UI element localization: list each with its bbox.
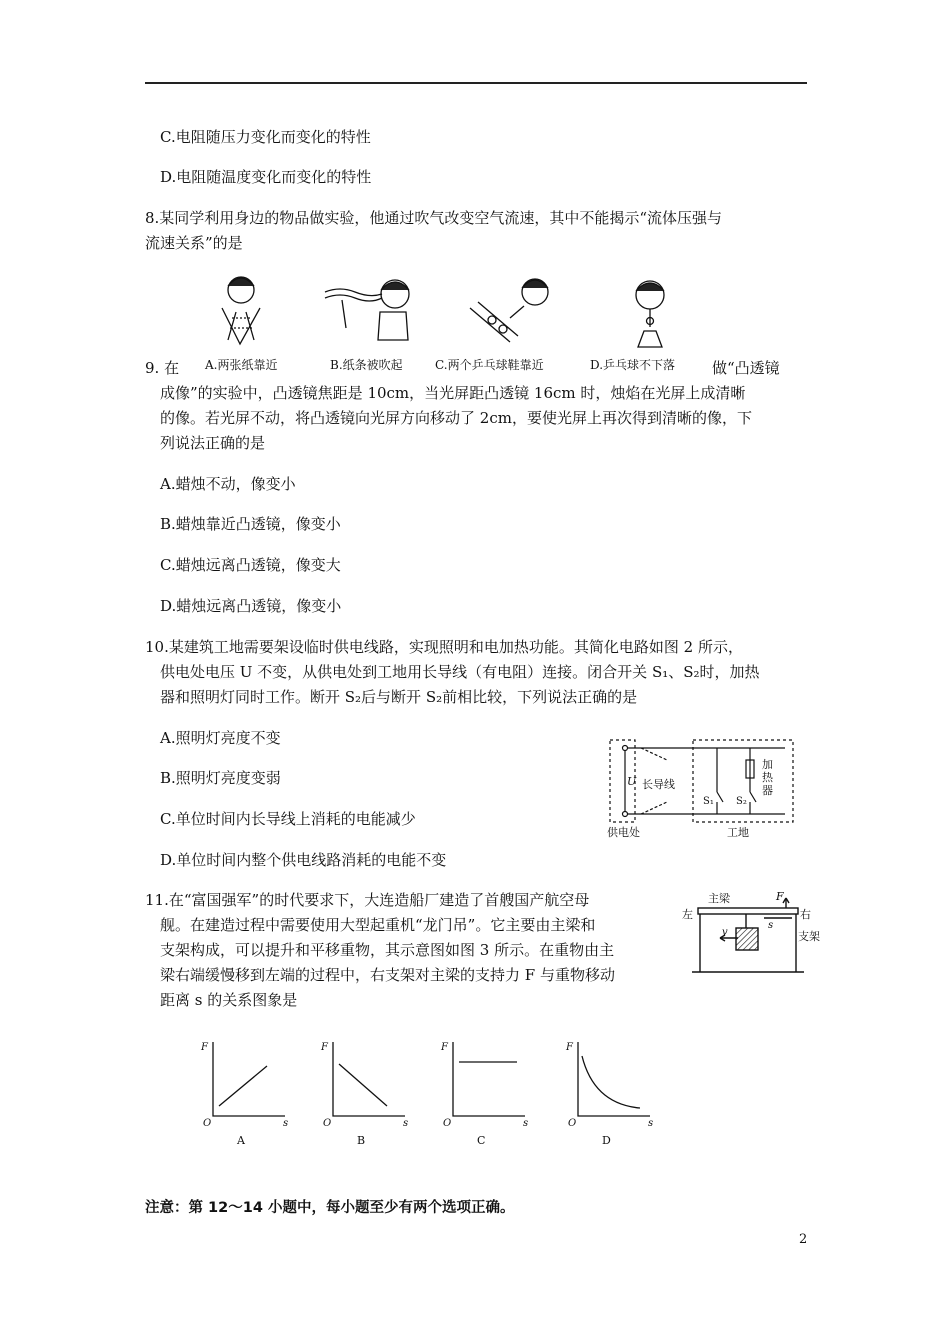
graph-axes: [333, 1042, 405, 1116]
q10-site-label: 工地: [727, 826, 749, 838]
graph-option-label: B: [357, 1134, 366, 1147]
q9-option-b: B.蜡烛靠近凸透镜，像变小: [160, 515, 341, 533]
graph-y-axis-label: F: [566, 1042, 573, 1053]
q8-caption-a: A.两张纸靠近: [205, 358, 278, 372]
q8-figure-c: [470, 279, 548, 342]
q11-main-beam-label: 主梁: [708, 892, 730, 905]
graph-origin-label: O: [568, 1118, 577, 1129]
q11-graph-b: [320, 1042, 408, 1147]
q9-stem-line4: 列说法正确的是: [160, 434, 266, 452]
page-number: 2: [799, 1232, 808, 1247]
q11-stem-line3: 支架构成，可以提升和平移重物，其示意图如图 3 所示。在重物由主: [160, 941, 615, 959]
q8-caption-c: C.两个乒乓球鞋靠近: [435, 358, 544, 372]
graph-x-axis-label: s: [648, 1118, 654, 1129]
q10-switch2-label: S₂: [736, 796, 747, 807]
q11-graph-c: [440, 1042, 528, 1147]
graph-option-label: C: [477, 1134, 486, 1147]
q8-caption-d: D.乒乓球不下落: [590, 358, 676, 372]
graph-x-axis-label: s: [523, 1118, 529, 1129]
q11-velocity-label: v: [722, 927, 728, 938]
graph-x-axis-label: s: [403, 1118, 409, 1129]
q9-option-d: D.蜡烛远离凸透镜，像变小: [160, 597, 342, 615]
graph-option-label: A: [237, 1134, 245, 1147]
q11-right-label: 右: [800, 908, 811, 921]
q11-stem-line1: 11.在“富国强军”的时代要求下，大连造船厂建造了首艘国产航空母: [145, 891, 590, 909]
graph-axes: [213, 1042, 285, 1116]
graph-curve: [582, 1056, 640, 1108]
q11-graph-d: [565, 1042, 653, 1147]
graph-axes: [578, 1042, 650, 1116]
graph-y-axis-label: F: [441, 1042, 448, 1053]
q8-figure-b: [325, 280, 409, 340]
q10-voltage-label: U: [627, 775, 637, 788]
q10-wire-label: 长导线: [642, 778, 675, 791]
q11-left-label: 左: [682, 908, 693, 921]
q10-option-b: B.照明灯亮度变弱: [160, 769, 281, 787]
graph-curve: [219, 1066, 267, 1106]
q11-graph-a: [200, 1042, 288, 1147]
graph-origin-label: O: [323, 1118, 332, 1129]
q9-prefix: 9. 在: [145, 359, 180, 377]
q10-stem-line2: 供电处电压 U 不变，从供电处到工地用长导线（有电阻）连接。闭合开关 S₁、S₂时，加热: [160, 663, 760, 681]
q11-support-label: 支架: [798, 930, 820, 943]
graph-y-axis-label: F: [321, 1042, 328, 1053]
q8-stem-line1: 8.某同学利用身边的物品做实验，他通过吹气改变空气流速，其中不能揭示“流体压强与: [145, 209, 722, 227]
graph-y-axis-label: F: [201, 1042, 208, 1053]
graph-x-axis-label: s: [283, 1118, 289, 1129]
q9-option-c: C.蜡烛远离凸透镜，像变大: [160, 556, 341, 574]
q11-stem-line4: 梁右端缓慢移到左端的过程中，右支架对主梁的支持力 F 与重物移动: [160, 966, 615, 984]
q8-stem-line2: 流速关系”的是: [145, 234, 243, 252]
note-text: 注意：第 12～14 小题中，每小题至少有两个选项正确。: [145, 1200, 515, 1216]
q10-option-a: A.照明灯亮度不变: [160, 729, 281, 747]
q10-stem-line3: 器和照明灯同时工作。断开 S₂后与断开 S₂前相比较，下列说法正确的是: [160, 688, 638, 706]
q10-option-d: D.单位时间内整个供电线路消耗的电能不变: [160, 851, 447, 869]
q7-option-d: D.电阻随温度变化而变化的特性: [160, 168, 372, 186]
q11-stem-line2: 舰。在建造过程中需要使用大型起重机“龙门吊”。它主要由主梁和: [160, 916, 596, 934]
q11-distance-label: s: [768, 920, 774, 931]
header-rule: [145, 82, 807, 84]
q11-force-label: F: [776, 890, 784, 903]
q11-graphs: [195, 1038, 665, 1148]
q10-option-c: C.单位时间内长导线上消耗的电能减少: [160, 810, 416, 828]
q8-figure-a: [222, 277, 260, 344]
q10-supply-label: 供电处: [607, 826, 640, 838]
graph-origin-label: O: [203, 1118, 212, 1129]
q8-illustrations: [210, 268, 590, 356]
q7-option-c: C.电阻随压力变化而变化的特性: [160, 128, 371, 146]
q10-heater-text: 加热器: [762, 758, 773, 797]
q10-switch1-label: S₁: [703, 796, 714, 807]
graph-option-label: D: [602, 1134, 611, 1147]
q9-option-a: A.蜡烛不动，像变小: [160, 475, 296, 493]
q10-stem-line1: 10.某建筑工地需要架设临时供电线路，实现照明和电加热功能。其简化电路如图 2 所示，: [145, 638, 743, 656]
q9-stem-line1-tail: 做“凸透镜: [712, 359, 780, 377]
q9-stem-line3: 的像。若光屏不动，将凸透镜向光屏方向移动了 2cm，要使光屏上再次得到清晰的像，下: [160, 409, 752, 427]
graph-axes: [453, 1042, 525, 1116]
graph-origin-label: O: [443, 1118, 452, 1129]
q9-stem-line2: 成像”的实验中，凸透镜焦距是 10cm，当光屏距凸透镜 16cm 时，烛焰在光屏上成清晰: [160, 384, 746, 402]
graph-curve: [339, 1064, 387, 1106]
q8-caption-b: B.纸条被吹起: [330, 358, 403, 372]
q8-figure-d: [620, 275, 680, 355]
q11-crane-figure: [680, 888, 830, 980]
q11-stem-line5: 距离 s 的关系图象是: [160, 991, 298, 1009]
